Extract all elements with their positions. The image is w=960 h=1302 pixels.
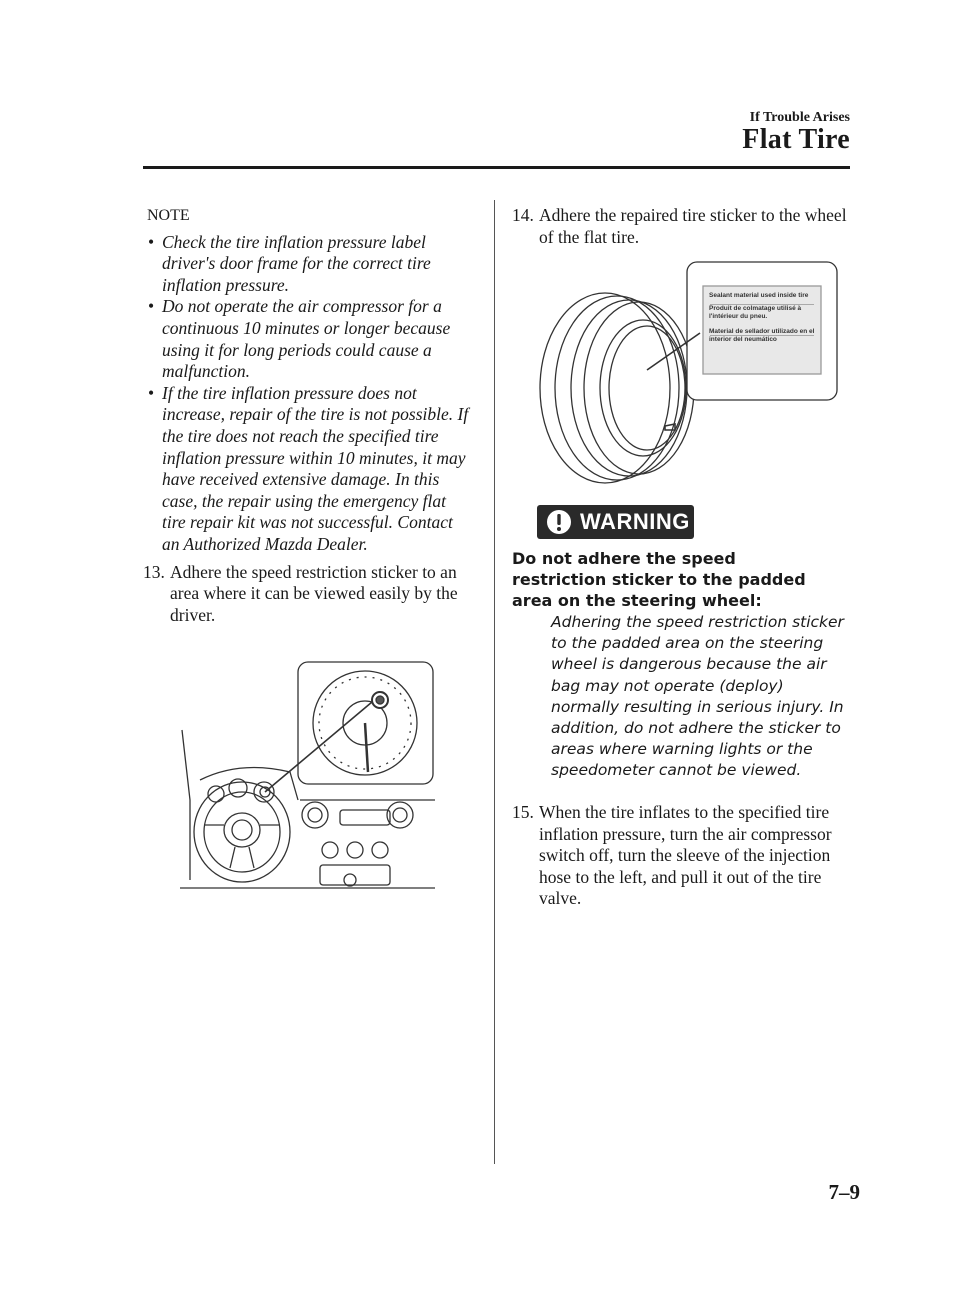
sticker-text	[709, 292, 819, 345]
right-column	[512, 205, 857, 248]
note-text: Do not operate the air compressor for a continuous 10 minutes or longer because using it for long periods could cause a malfunction.	[162, 296, 451, 382]
note-item	[143, 232, 473, 297]
right-column-lower	[512, 796, 857, 910]
warning-label: WARNING	[580, 509, 690, 534]
step-number: 14.	[512, 205, 534, 225]
step-number: 13.	[143, 561, 165, 582]
page-title: Flat Tire	[742, 124, 850, 155]
note-list	[143, 232, 473, 556]
dashboard-drawing-icon	[180, 660, 435, 896]
header-rule	[143, 166, 850, 169]
warning-heading: Do not adhere the speed restriction sticker to the padded area on the steering wheel:	[512, 549, 806, 610]
tire-sticker-illustration	[535, 258, 840, 485]
sticker-line-en: Sealant material used inside tire	[709, 292, 809, 299]
step-13	[143, 562, 473, 627]
bullet-icon: •	[148, 296, 155, 317]
step-text: Adhere the repaired tire sticker to the wheel of the flat tire.	[539, 205, 847, 247]
step-number: 15.	[512, 802, 534, 822]
column-divider	[494, 200, 495, 1164]
sticker-line-es: Material de sellador utilizado en el interior del neumático	[709, 327, 815, 343]
section-label: If Trouble Arises	[749, 110, 850, 125]
left-column	[143, 205, 473, 626]
warning-icon	[546, 509, 572, 535]
step-14	[512, 205, 857, 248]
sticker-line-fr: Produit de colmatage utilisé à l'intérieur du pneu.	[709, 304, 802, 320]
bullet-icon: •	[148, 231, 155, 252]
page-number: 7–9	[828, 1180, 860, 1204]
note-item	[143, 296, 473, 382]
note-label: NOTE	[147, 207, 190, 224]
note-text: If the tire inflation pressure does not increase, repair of the tire is not possible. If the tire does not reach the specified tire inflation pressure within 10 minutes, it may have received extensive damage. In this case, the repair using the emergency flat tire repair kit was not successful. Contact an Authorized Mazda Dealer.	[162, 382, 469, 554]
warning-badge	[537, 505, 694, 539]
note-text: Check the tire inflation pressure label driver's door frame for the correct tire inflation pressure.	[162, 231, 431, 295]
warning-body: Adhering the speed restriction sticker to the padded area on the steering wheel is dangerous because the air bag may not operate (deploy) normally resulting in serious injury. In addition, do not adhere the sticker to areas where warning lights or the speedometer cannot be viewed.	[551, 613, 844, 780]
bullet-icon: •	[148, 382, 155, 403]
step-text: When the tire inflates to the specified tire inflation pressure, turn the air compressor switch off, turn the sleeve of the injection hose to the left, and pull it out of the tire valve.	[539, 802, 832, 909]
speed-sticker-illustration	[180, 660, 435, 896]
step-text: Adhere the speed restriction sticker to an area where it can be viewed easily by the driver.	[170, 561, 458, 625]
step-15	[512, 802, 857, 910]
note-item	[143, 383, 473, 556]
